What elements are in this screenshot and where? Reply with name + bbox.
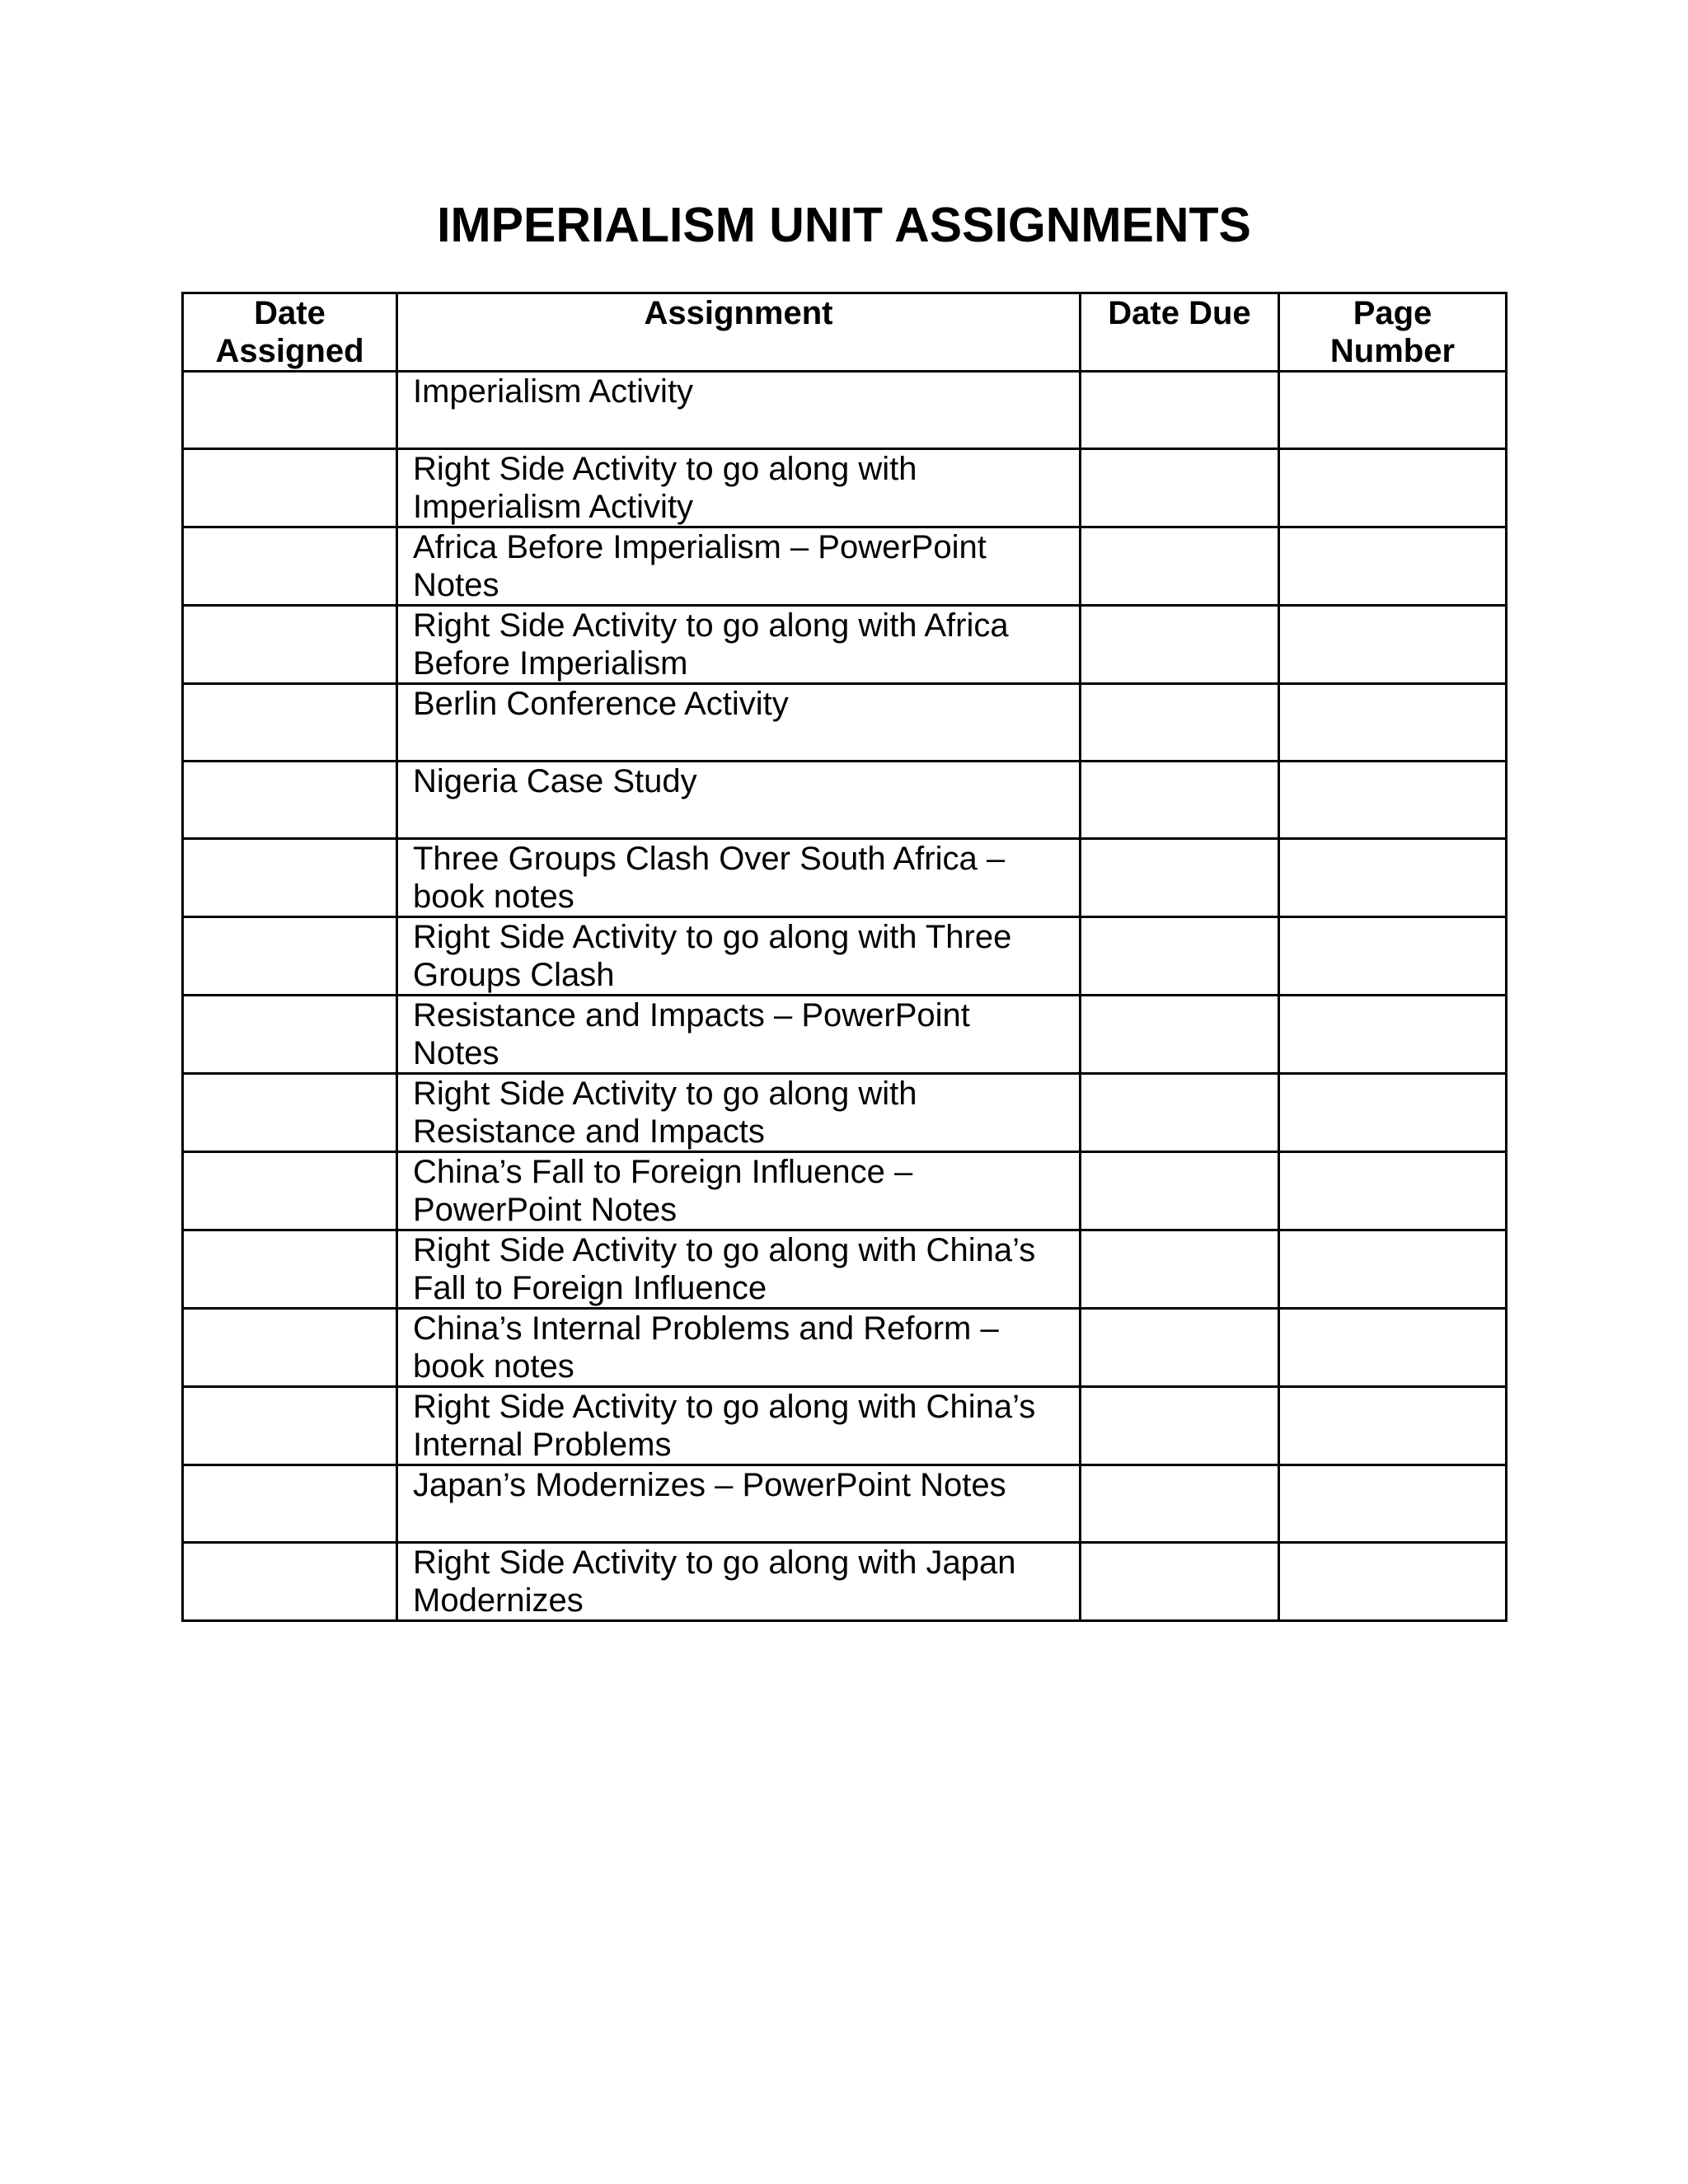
page-number-cell	[1279, 449, 1507, 527]
page-number-cell	[1279, 996, 1507, 1074]
page-number-cell	[1279, 1152, 1507, 1230]
assignment-cell: Imperialism Activity	[397, 372, 1081, 449]
table-row	[183, 917, 1507, 996]
table-row	[183, 606, 1507, 684]
assignment-cell: Right Side Activity to go along with Africa Before Imperialism	[397, 606, 1081, 684]
table-row	[183, 1543, 1507, 1621]
date-due-cell	[1081, 1074, 1279, 1152]
column-header-date-due: Date Due	[1081, 293, 1279, 372]
page-number-cell	[1279, 372, 1507, 449]
table-row	[183, 527, 1507, 606]
assignments-table	[181, 292, 1507, 1622]
date-assigned-cell	[183, 839, 397, 917]
table-row	[183, 1387, 1507, 1465]
table-row	[183, 1152, 1507, 1230]
assignment-cell: Right Side Activity to go along with Resistance and Impacts	[397, 1074, 1081, 1152]
date-due-cell	[1081, 917, 1279, 996]
date-due-cell	[1081, 527, 1279, 606]
date-assigned-cell	[183, 1074, 397, 1152]
page-number-cell	[1279, 1387, 1507, 1465]
date-due-cell	[1081, 1465, 1279, 1543]
date-assigned-cell	[183, 762, 397, 839]
page-number-cell	[1279, 1543, 1507, 1621]
table-row	[183, 1230, 1507, 1309]
date-assigned-cell	[183, 1465, 397, 1543]
page-number-cell	[1279, 684, 1507, 762]
assignment-cell: Nigeria Case Study	[397, 762, 1081, 839]
date-due-cell	[1081, 372, 1279, 449]
date-due-cell	[1081, 1543, 1279, 1621]
assignment-cell: Three Groups Clash Over South Africa – book notes	[397, 839, 1081, 917]
table-row	[183, 1074, 1507, 1152]
date-assigned-cell	[183, 606, 397, 684]
page-number-cell	[1279, 1465, 1507, 1543]
table-header-row	[183, 293, 1507, 372]
column-header-assignment: Assignment	[397, 293, 1081, 372]
page-number-cell	[1279, 762, 1507, 839]
assignment-cell: Berlin Conference Activity	[397, 684, 1081, 762]
assignment-cell: China’s Internal Problems and Reform – book notes	[397, 1309, 1081, 1387]
date-assigned-cell	[183, 1230, 397, 1309]
date-assigned-cell	[183, 527, 397, 606]
page-number-cell	[1279, 606, 1507, 684]
assignment-cell: Right Side Activity to go along with Three Groups Clash	[397, 917, 1081, 996]
page-number-cell	[1279, 917, 1507, 996]
table-row	[183, 762, 1507, 839]
page-number-cell	[1279, 1074, 1507, 1152]
date-due-cell	[1081, 606, 1279, 684]
date-due-cell	[1081, 762, 1279, 839]
assignment-cell: China’s Fall to Foreign Influence – PowerPoint Notes	[397, 1152, 1081, 1230]
assignment-cell: Africa Before Imperialism – PowerPoint Notes	[397, 527, 1081, 606]
date-assigned-cell	[183, 1543, 397, 1621]
date-assigned-cell	[183, 449, 397, 527]
table-row	[183, 839, 1507, 917]
date-due-cell	[1081, 839, 1279, 917]
date-due-cell	[1081, 996, 1279, 1074]
page-number-cell	[1279, 1230, 1507, 1309]
table-row	[183, 1465, 1507, 1543]
date-assigned-cell	[183, 1387, 397, 1465]
date-due-cell	[1081, 684, 1279, 762]
table-row	[183, 372, 1507, 449]
table-row	[183, 996, 1507, 1074]
assignment-cell: Right Side Activity to go along with China’s Internal Problems	[397, 1387, 1081, 1465]
date-assigned-cell	[183, 1152, 397, 1230]
table-row	[183, 1309, 1507, 1387]
assignment-cell: Right Side Activity to go along with Japan Modernizes	[397, 1543, 1081, 1621]
date-assigned-cell	[183, 1309, 397, 1387]
column-header-date-assigned: Date Assigned	[183, 293, 397, 372]
table-row	[183, 684, 1507, 762]
date-due-cell	[1081, 1230, 1279, 1309]
assignment-cell: Japan’s Modernizes – PowerPoint Notes	[397, 1465, 1081, 1543]
page-number-cell	[1279, 839, 1507, 917]
page-number-cell	[1279, 1309, 1507, 1387]
date-assigned-cell	[183, 917, 397, 996]
date-assigned-cell	[183, 996, 397, 1074]
assignment-cell: Right Side Activity to go along with Imperialism Activity	[397, 449, 1081, 527]
date-due-cell	[1081, 1387, 1279, 1465]
date-due-cell	[1081, 1309, 1279, 1387]
date-due-cell	[1081, 449, 1279, 527]
assignment-cell: Right Side Activity to go along with China’s Fall to Foreign Influence	[397, 1230, 1081, 1309]
date-assigned-cell	[183, 372, 397, 449]
table-row	[183, 449, 1507, 527]
date-assigned-cell	[183, 684, 397, 762]
page-number-cell	[1279, 527, 1507, 606]
date-due-cell	[1081, 1152, 1279, 1230]
column-header-page-number: Page Number	[1279, 293, 1507, 372]
assignment-cell: Resistance and Impacts – PowerPoint Notes	[397, 996, 1081, 1074]
table-body	[183, 372, 1507, 1621]
page-title: IMPERIALISM UNIT ASSIGNMENTS	[437, 198, 1251, 252]
